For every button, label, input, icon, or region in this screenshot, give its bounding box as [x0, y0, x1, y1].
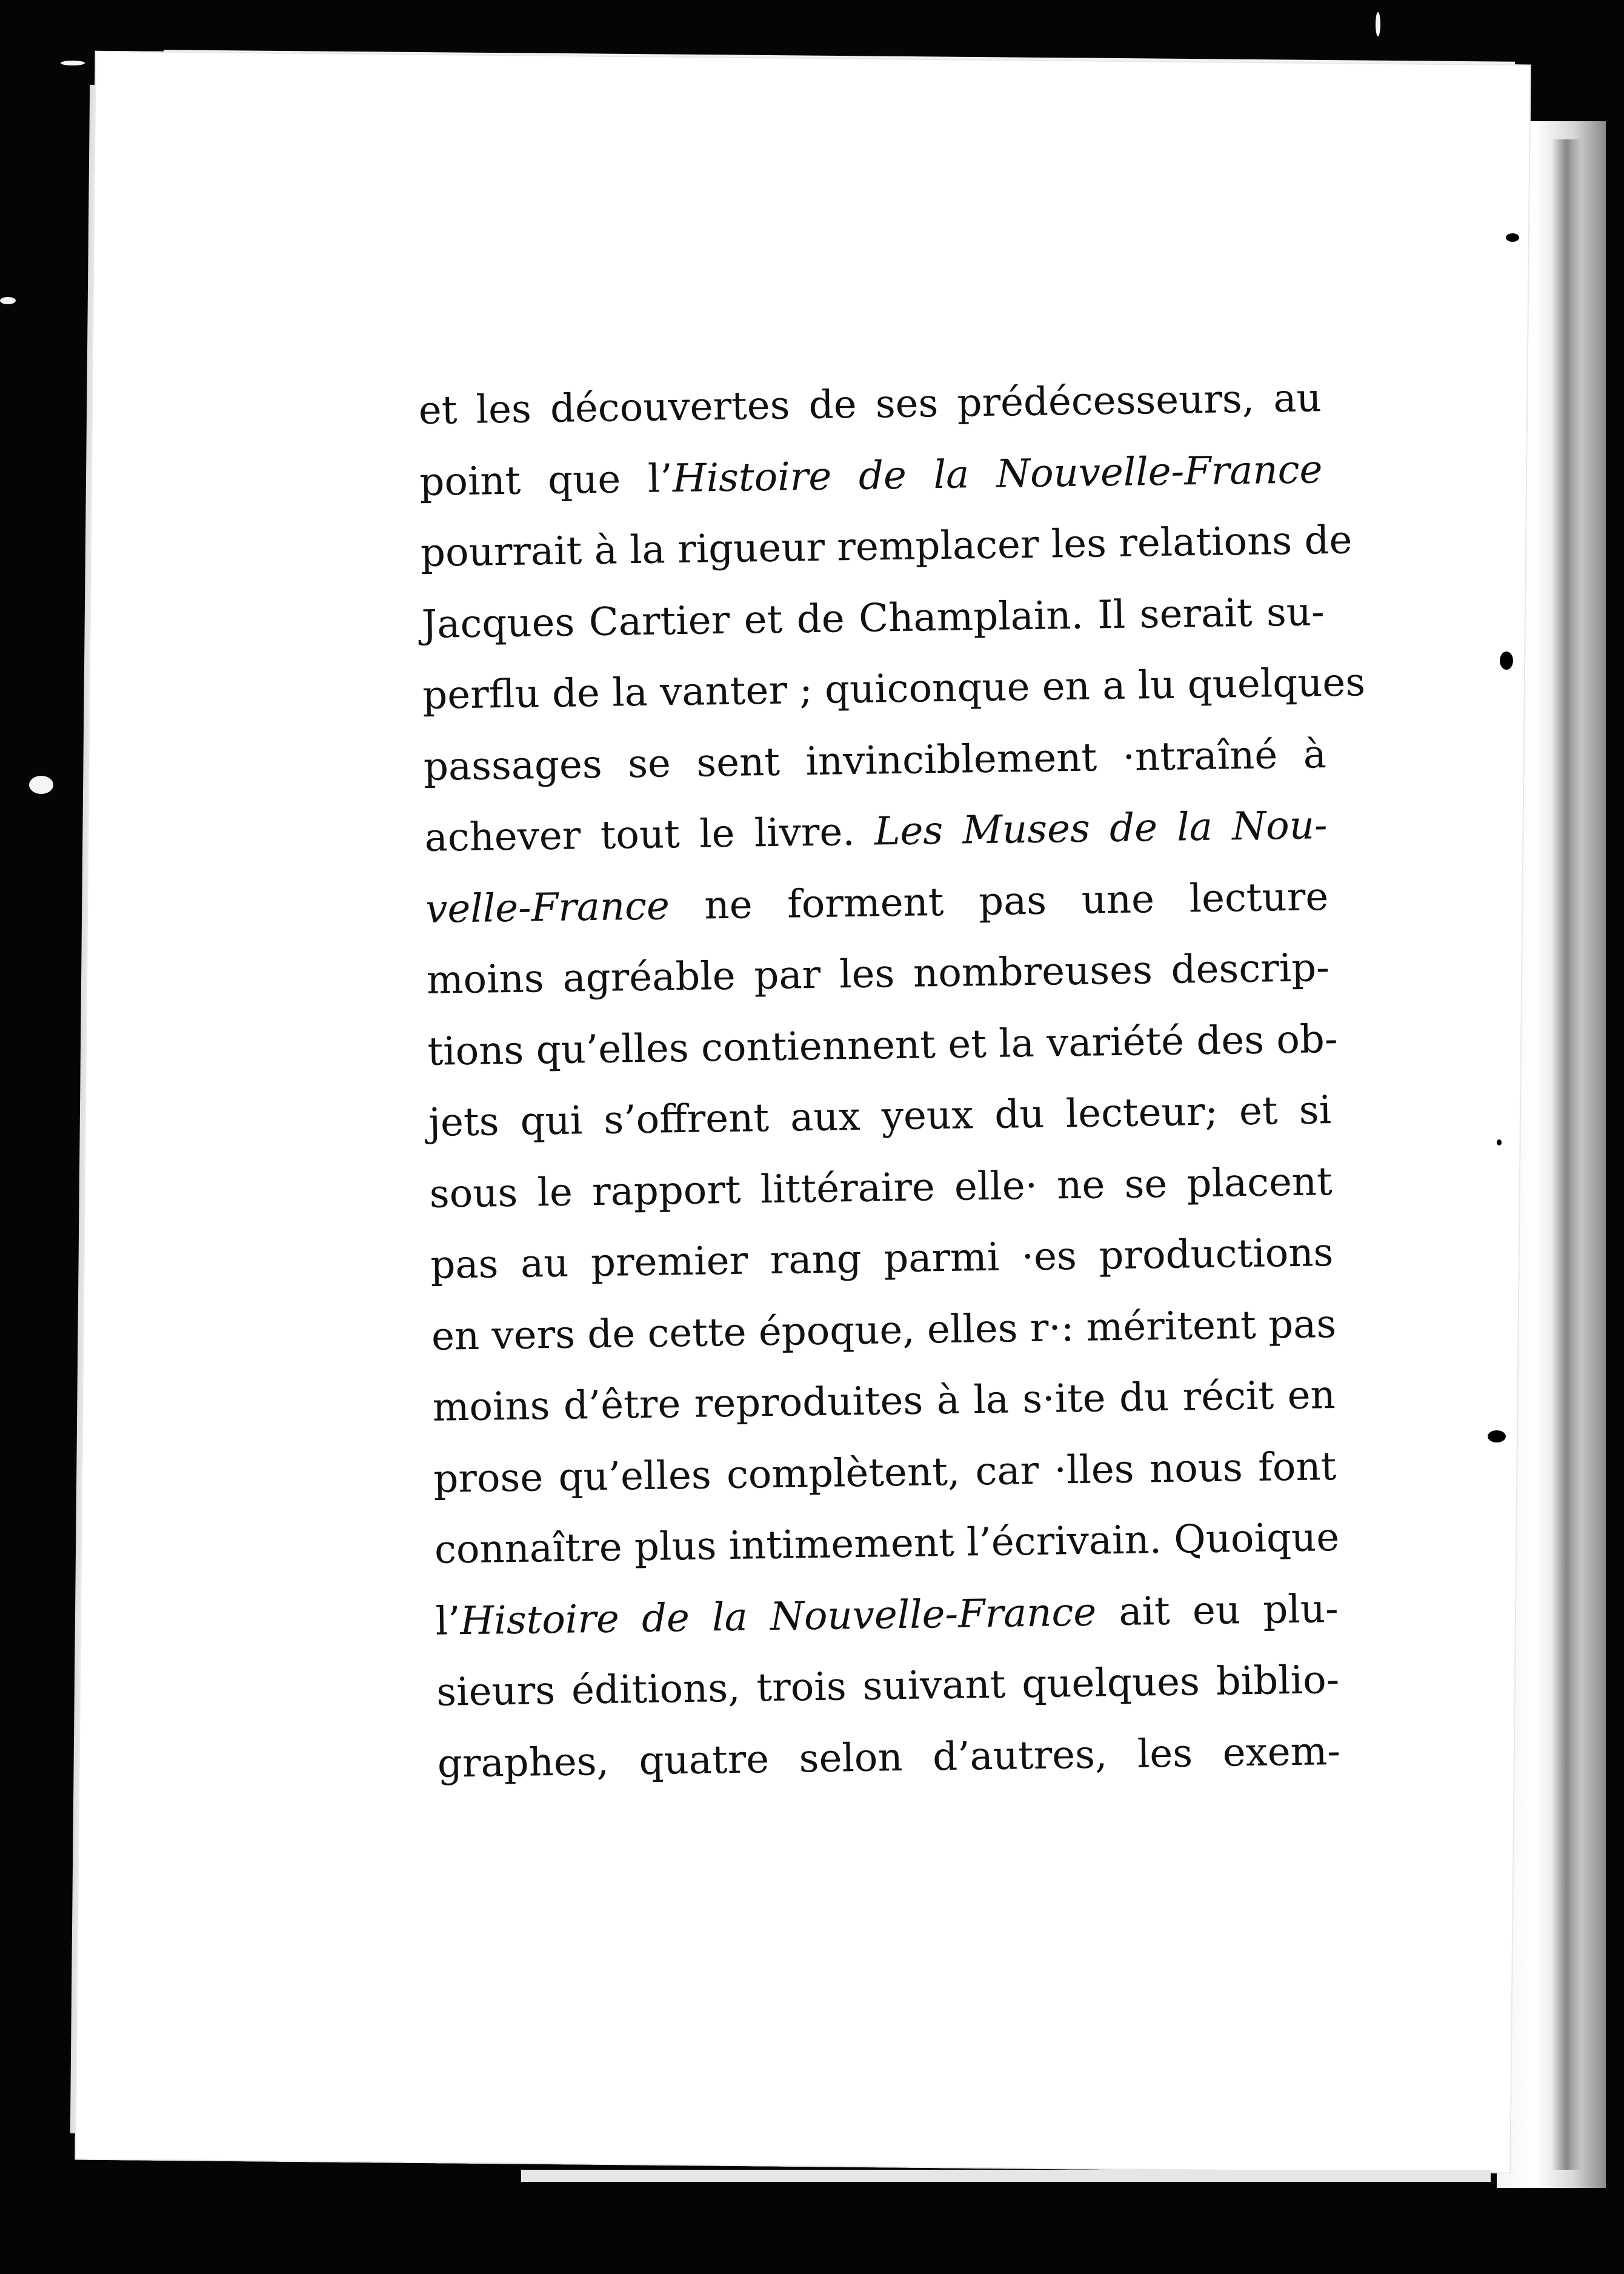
text-line — [423, 719, 1326, 803]
text-line — [422, 648, 1366, 732]
text-segment: point que l’ — [419, 456, 673, 505]
text-segment: sous le rapport littéraire elle· ne se placent — [429, 1159, 1333, 1217]
text-segment: et les découvertes de ses prédécesseurs, au — [418, 376, 1322, 433]
page-gutter-shadow — [1551, 139, 1582, 2170]
text-line — [420, 505, 1353, 589]
text-line — [429, 1147, 1333, 1230]
scan-speck — [61, 61, 85, 65]
text-segment: moins d’être reproduites à la s·ite du récit en — [432, 1373, 1336, 1430]
text-line — [436, 1645, 1340, 1729]
text-line — [435, 1574, 1339, 1658]
scan-speck — [29, 776, 53, 794]
text-segment: l’ — [435, 1598, 461, 1644]
italic-text: Histoire de la Nouvelle-France — [672, 447, 1323, 501]
scan-speck — [1500, 652, 1513, 670]
text-line — [419, 435, 1323, 518]
text-line — [428, 1075, 1331, 1159]
text-segment: moins agréable par les nombreuses descrip- — [426, 945, 1330, 1003]
text-line — [430, 1218, 1334, 1301]
text-segment: ait eu plu- — [1096, 1586, 1339, 1635]
text-segment: passages se sent invinciblement ·ntraîné à — [423, 732, 1327, 790]
text-segment: pourrait à la rigueur remplacer les relations de — [420, 518, 1353, 576]
text-line — [433, 1432, 1337, 1515]
text-segment: tions qu’elles contiennent et la variété des ob- — [427, 1016, 1338, 1075]
text-segment: connaître plus intimement l’écrivain. Quoique — [434, 1515, 1340, 1573]
text-segment: pas au premier rang parmi ·es productions — [430, 1230, 1334, 1288]
text-segment: perflu de la vanter ; quiconque en a lu quelques — [422, 660, 1366, 718]
italic-text: Histoire de la Nouvelle-France — [459, 1590, 1097, 1644]
text-line — [437, 1716, 1340, 1799]
scan-speck — [1506, 233, 1519, 242]
italic-text: Les Muses de la Nou- — [874, 803, 1328, 855]
scan-speck — [1488, 1430, 1506, 1442]
text-line — [434, 1502, 1340, 1586]
scan-speck — [1376, 12, 1380, 36]
scan-speck — [0, 297, 16, 304]
text-segment: graphes, quatre selon d’autres, les exem- — [437, 1729, 1341, 1787]
italic-text: velle-France — [425, 883, 670, 932]
text-line — [418, 363, 1322, 447]
text-segment: ne forment pas une lecture — [669, 874, 1329, 929]
body-text — [418, 363, 1366, 1800]
text-segment: Jacques Cartier et de Champlain. Il serait su- — [421, 589, 1325, 647]
text-line — [432, 1360, 1336, 1444]
text-segment: achever tout le livre. — [424, 809, 875, 861]
text-segment: sieurs éditions, trois suivant quelques biblio- — [436, 1657, 1340, 1715]
page-bottom-edge — [521, 2170, 1491, 2182]
text-segment: jets qui s’offrent aux yeux du lecteur; et si — [428, 1088, 1332, 1145]
text-segment: en vers de cette époque, elles r·: méritent pas — [431, 1301, 1337, 1359]
scan-speck — [1497, 1139, 1502, 1145]
text-line — [424, 790, 1328, 874]
text-line — [426, 933, 1329, 1016]
text-line — [431, 1289, 1337, 1373]
text-segment: prose qu’elles complètent, car ·lles nous font — [433, 1444, 1337, 1502]
text-line — [425, 862, 1328, 945]
text-line — [427, 1004, 1338, 1088]
text-line — [421, 577, 1325, 661]
